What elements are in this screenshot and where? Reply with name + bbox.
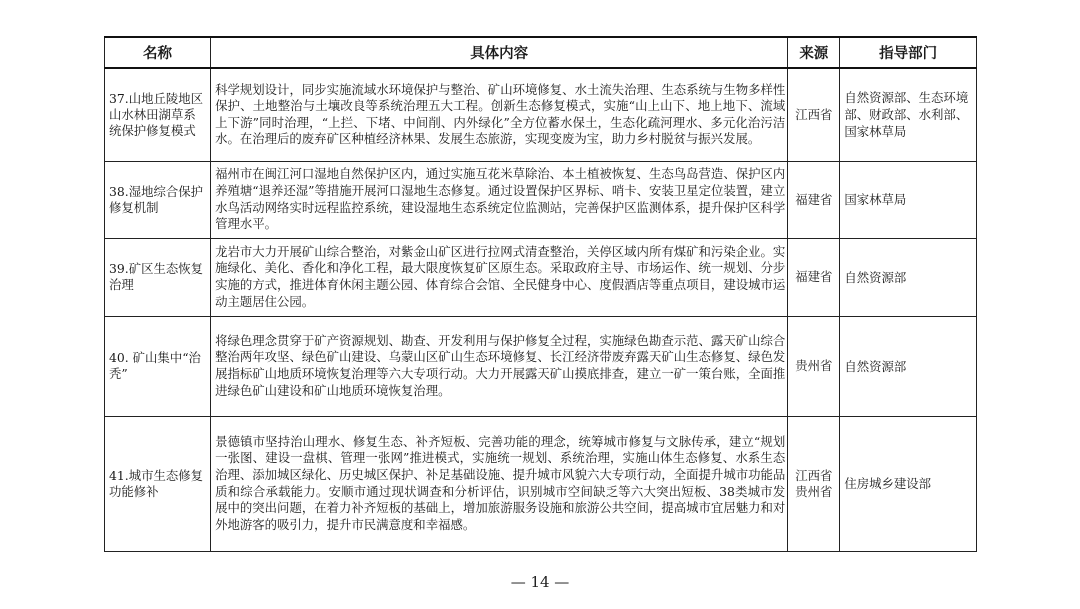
table-header-row xyxy=(105,37,977,68)
row-name: 39.矿区生态恢复治理 xyxy=(105,238,211,316)
header-name: 名称 xyxy=(105,37,211,68)
header-source: 来源 xyxy=(788,37,840,68)
row-department: 自然资源部 xyxy=(840,316,977,416)
row-source: 江西省 贵州省 xyxy=(788,416,840,551)
row-department: 自然资源部、生态环境部、财政部、水利部、国家林草局 xyxy=(840,68,977,161)
row-name: 41.城市生态修复功能修补 xyxy=(105,416,211,551)
measures-table xyxy=(104,36,977,552)
page-number: — 14 — xyxy=(510,573,570,591)
row-source: 福建省 xyxy=(788,238,840,316)
row-name: 40. 矿山集中“治秃” xyxy=(105,316,211,416)
header-content: 具体内容 xyxy=(211,37,788,68)
table-row xyxy=(105,238,977,316)
row-content: 科学规划设计，同步实施流域水环境保护与整治、矿山环境修复、水土流失治理、生态系统与生物多样性保护、土地整治与土壤改良等系统治理五大工程。创新生态修复模式，实施“山上山下、地上地下、流域上下游”同时治理，“上拦、下堵、中间削、内外绿化”全方位蓄水保土，生态化疏河理水、多元化治污洁水。在治理后的废弃矿区种植经济林果、发展生态旅游，实现变废为宝，助力乡村脱贫与振兴发展。 xyxy=(211,68,788,161)
row-department: 国家林草局 xyxy=(840,161,977,238)
row-source: 贵州省 xyxy=(788,316,840,416)
table-row xyxy=(105,416,977,551)
row-content: 景德镇市坚持治山理水、修复生态、补齐短板、完善功能的理念，统筹城市修复与文脉传承，建立“规划一张图、建设一盘棋、管理一张网”推进模式，实施统一规划、系统治理，实施山体生态修复、水系生态治理、添加城区绿化、历史城区保护、补足基础设施、提升城市风貌六大专项行动，全面提升城市功能品质和综合承载能力。安顺市通过现状调查和分析评估，识别城市空间缺乏等六大突出短板、38类城市发展中的突出问题，在着力补齐短板的基础上，增加旅游服务设施和旅游公共空间，提高城市宜居魅力和对外地游客的吸引力，提升市民满意度和幸福感。 xyxy=(211,416,788,551)
header-department: 指导部门 xyxy=(840,37,977,68)
row-name: 37.山地丘陵地区山水林田湖草系统保护修复模式 xyxy=(105,68,211,161)
table-row xyxy=(105,316,977,416)
row-name: 38.湿地综合保护修复机制 xyxy=(105,161,211,238)
row-content: 龙岩市大力开展矿山综合整治，对紫金山矿区进行拉网式清查整治，关停区域内所有煤矿和污染企业。实施绿化、美化、香化和净化工程，最大限度恢复矿区原生态。采取政府主导、市场运作、统一规划、分步实施的方式，推进体育休闲主题公园、体育综合会馆、全民健身中心、度假酒店等重点项目，建设城市运动主题居住公园。 xyxy=(211,238,788,316)
row-department: 住房城乡建设部 xyxy=(840,416,977,551)
row-content: 福州市在闽江河口湿地自然保护区内，通过实施互花米草除治、本土植被恢复、生态鸟岛营造、保护区内养殖塘“退养还湿”等措施开展河口湿地生态修复。通过设置保护区界标、哨卡、安装卫星定位装置，建立水鸟活动网络实时远程监控系统，建设湿地生态系统定位监测站，完善保护区监测体系，提升保护区科学管理水平。 xyxy=(211,161,788,238)
row-department: 自然资源部 xyxy=(840,238,977,316)
row-content: 将绿色理念贯穿于矿产资源规划、勘查、开发利用与保护修复全过程，实施绿色勘查示范、露天矿山综合整治两年攻坚、绿色矿山建设、乌蒙山区矿山生态环境修复、长江经济带废弃露天矿山生态修复、绿色发展指标矿山地质环境恢复治理等六大专项行动。大力开展露天矿山摸底排查，建立一矿一策台账，全面推进绿色矿山建设和矿山地质环境恢复治理。 xyxy=(211,316,788,416)
row-source: 福建省 xyxy=(788,161,840,238)
table-row xyxy=(105,68,977,161)
table-row xyxy=(105,161,977,238)
row-source: 江西省 xyxy=(788,68,840,161)
